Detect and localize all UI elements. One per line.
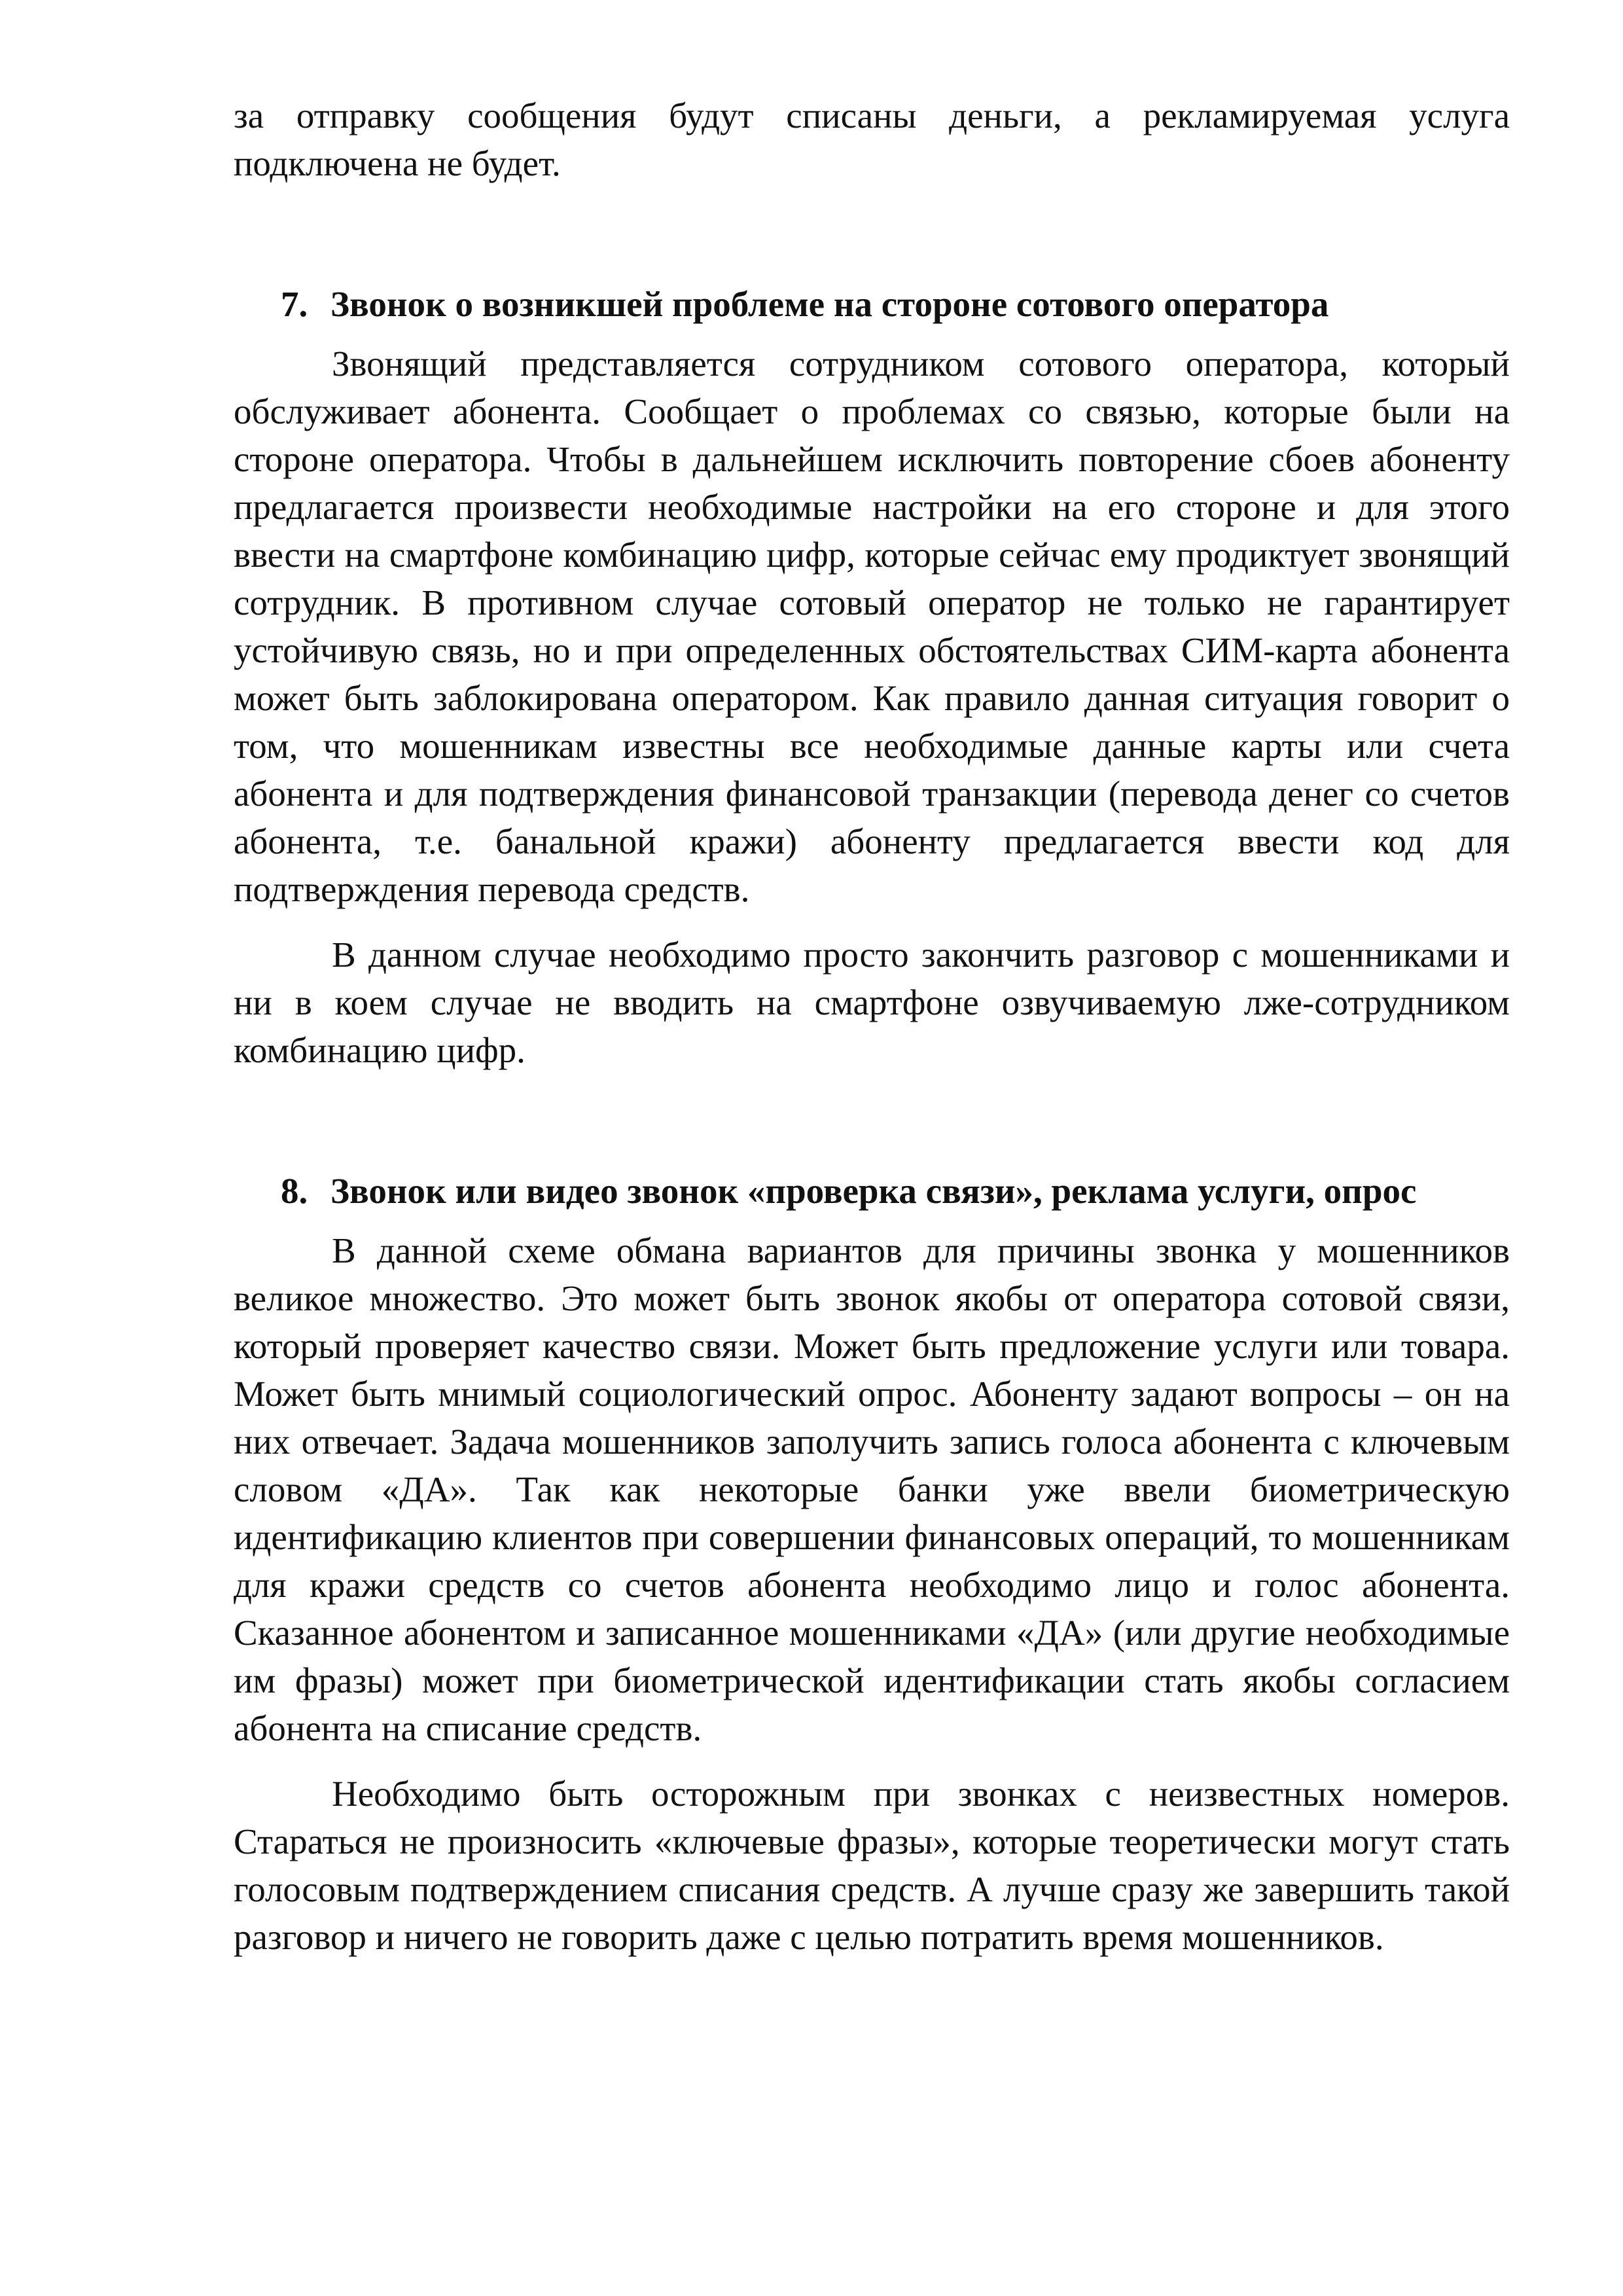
document-page <box>234 92 1510 1961</box>
section-8-title: Звонок или видео звонок «проверка связи», реклама услуги, опрос <box>330 1171 1417 1211</box>
spacer <box>234 1752 1510 1770</box>
section-8-paragraph-2: Необходимо быть осторожным при звонках с неизвестных номеров. Стараться не произносить «ключевые фразы», которые теоретически могут стать голосовым подтверждением списания средств. А лучше сразу же завершить такой разговор и ничего не говорить даже с целью потратить время мошенников. <box>234 1774 1510 1957</box>
spacer <box>234 1215 1510 1227</box>
section-8-paragraph-1: В данной схеме обмана вариантов для причины звонка у мошенников великое множество. Это может быть звонок якобы от оператора сотовой связи, который проверяет качество связи. Может быть предложение услуги или товара. Может быть мнимый социологический опрос. Абоненту задают вопросы – он на них отвечает. Задача мошенников заполучить запись голоса абонента с ключевым словом «ДА». Так как некоторые банки уже ввели биометрическую идентификацию клиентов при совершении финансовых операций, то мошенникам для кражи средств со счетов абонента необходимо лицо и голос абонента. Сказанное абонентом и записанное мошенниками «ДА» (или другие необходимые им фразы) может при биометрической идентификации стать якобы согласием абонента на списание средств. <box>234 1230 1510 1748</box>
section-7-heading <box>234 280 1510 328</box>
section-7-paragraph-1: Звонящий представляется сотрудником сотового оператора, который обслуживает абонента. Сообщает о проблемах со связью, которые были на стороне оператора. Чтобы в дальнейшем исключить повторение сбоев абоненту предлагается произвести необходимые настройки на его стороне и для этого ввести на смартфоне комбинацию цифр, которые сейчас ему продиктует звонящий сотрудник. В противном случае сотовый оператор не только не гарантирует устойчивую связь, но и при определенных обстоятельствах СИМ-карта абонента может быть заблокирована оператором. Как правило данная ситуация говорит о том, что мошенникам известны все необходимые данные карты или счета абонента и для подтверждения финансовой транзакции (перевода денег со счетов абонента, т.е. банальной кражи) абоненту предлагается ввести код для подтверждения перевода средств. <box>234 344 1510 909</box>
section-8-number: 8. <box>281 1171 308 1211</box>
spacer <box>234 913 1510 931</box>
spacer <box>234 187 1510 280</box>
spacer <box>234 328 1510 340</box>
spacer <box>234 1074 1510 1167</box>
section-7-number: 7. <box>281 284 308 324</box>
section-7-paragraph-2: В данном случае необходимо просто закончить разговор с мошенниками и ни в коем случае не вводить на смартфоне озвучиваемую лже-сотрудником комбинацию цифр. <box>234 935 1510 1070</box>
intro-paragraph: за отправку сообщения будут списаны деньги, а рекламируемая услуга подключена не будет. <box>234 96 1510 183</box>
section-8-heading <box>234 1167 1510 1215</box>
section-7-title: Звонок о возникшей проблеме на стороне сотового оператора <box>330 284 1329 324</box>
